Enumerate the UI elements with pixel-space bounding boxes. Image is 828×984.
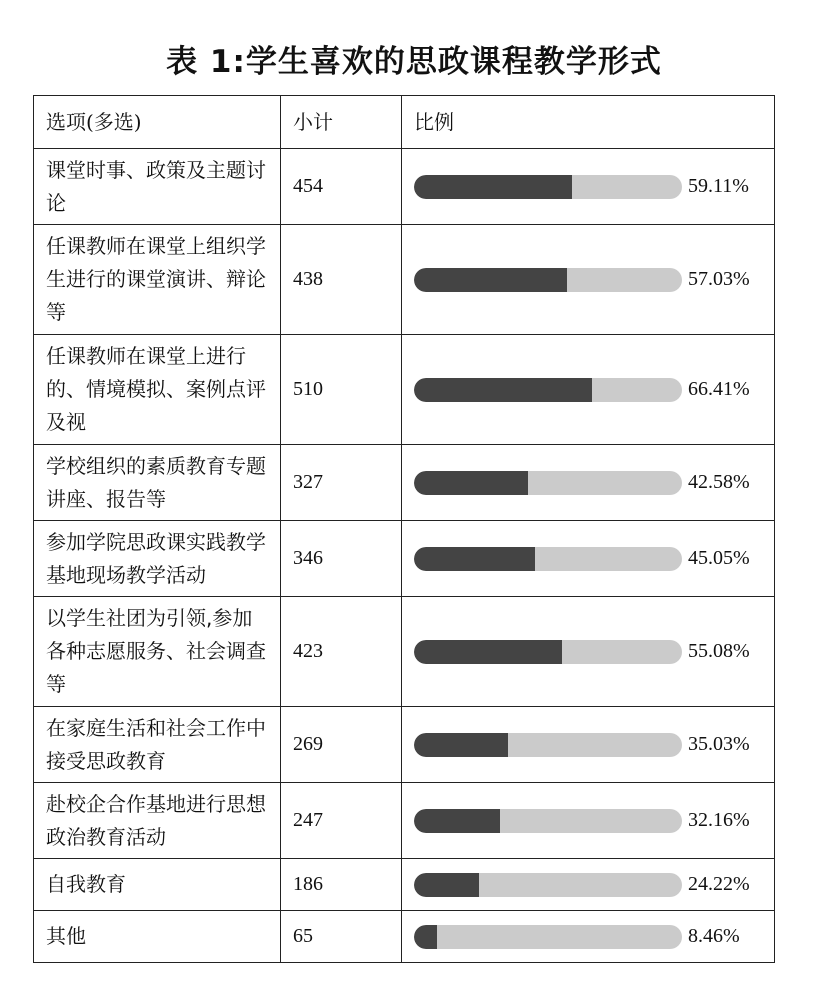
count-cell: 454 <box>281 149 402 225</box>
header-option: 选项(多选) <box>34 96 281 149</box>
count-cell: 346 <box>281 521 402 597</box>
progress-bar <box>414 873 682 897</box>
table-row <box>34 783 775 859</box>
ratio-cell <box>402 707 775 783</box>
ratio-percent: 45.05% <box>688 547 750 569</box>
option-cell: 任课教师在课堂上进行的、情境模拟、案例点评及视 <box>34 335 281 445</box>
table-row <box>34 707 775 783</box>
progress-bar <box>414 809 682 833</box>
option-cell: 自我教育 <box>34 859 281 911</box>
table-row <box>34 445 775 521</box>
ratio-percent: 59.11% <box>688 175 749 197</box>
table-row <box>34 859 775 911</box>
ratio-percent: 55.08% <box>688 640 750 662</box>
table-body <box>34 149 775 963</box>
ratio-bar-wrap <box>414 373 766 406</box>
table-row <box>34 335 775 445</box>
progress-bar-fill <box>414 175 572 199</box>
ratio-cell <box>402 445 775 521</box>
progress-bar <box>414 378 682 402</box>
ratio-cell <box>402 859 775 911</box>
ratio-percent: 42.58% <box>688 471 750 493</box>
progress-bar-fill <box>414 809 500 833</box>
ratio-cell <box>402 335 775 445</box>
count-cell: 186 <box>281 859 402 911</box>
progress-bar-fill <box>414 733 508 757</box>
count-cell: 438 <box>281 225 402 335</box>
option-cell: 学校组织的素质教育专题讲座、报告等 <box>34 445 281 521</box>
progress-bar-fill <box>414 547 535 571</box>
ratio-cell <box>402 911 775 963</box>
progress-bar-fill <box>414 640 562 664</box>
header-ratio: 比例 <box>402 96 775 149</box>
progress-bar <box>414 547 682 571</box>
ratio-bar-wrap <box>414 170 766 203</box>
progress-bar <box>414 640 682 664</box>
survey-table <box>33 95 775 963</box>
progress-bar <box>414 268 682 292</box>
table-title: 表 1:学生喜欢的思政课程教学形式 <box>166 44 662 80</box>
count-cell: 247 <box>281 783 402 859</box>
table-row <box>34 149 775 225</box>
count-cell: 269 <box>281 707 402 783</box>
table-row <box>34 521 775 597</box>
ratio-percent: 35.03% <box>688 733 750 755</box>
ratio-percent: 24.22% <box>688 873 750 895</box>
ratio-percent: 32.16% <box>688 809 750 831</box>
progress-bar <box>414 733 682 757</box>
header-count: 小计 <box>281 96 402 149</box>
ratio-percent: 57.03% <box>688 268 750 290</box>
option-cell: 其他 <box>34 911 281 963</box>
progress-bar-fill <box>414 471 528 495</box>
table-row <box>34 225 775 335</box>
count-cell: 65 <box>281 911 402 963</box>
option-cell: 以学生社团为引领,参加各种志愿服务、社会调查等 <box>34 597 281 707</box>
ratio-bar-wrap <box>414 728 766 761</box>
ratio-cell <box>402 597 775 707</box>
ratio-percent: 8.46% <box>688 925 740 947</box>
header-row <box>34 96 775 149</box>
ratio-bar-wrap <box>414 920 766 953</box>
ratio-bar-wrap <box>414 635 766 668</box>
option-cell: 参加学院思政课实践教学基地现场教学活动 <box>34 521 281 597</box>
option-cell: 课堂时事、政策及主题讨论 <box>34 149 281 225</box>
ratio-cell <box>402 225 775 335</box>
ratio-bar-wrap <box>414 804 766 837</box>
option-cell: 任课教师在课堂上组织学生进行的课堂演讲、辩论等 <box>34 225 281 335</box>
count-cell: 510 <box>281 335 402 445</box>
ratio-cell <box>402 783 775 859</box>
ratio-bar-wrap <box>414 263 766 296</box>
progress-bar-fill <box>414 873 479 897</box>
progress-bar-fill <box>414 925 437 949</box>
ratio-bar-wrap <box>414 868 766 901</box>
count-cell: 423 <box>281 597 402 707</box>
table-row <box>34 911 775 963</box>
ratio-bar-wrap <box>414 542 766 575</box>
progress-bar <box>414 471 682 495</box>
progress-bar <box>414 175 682 199</box>
table-row <box>34 597 775 707</box>
progress-bar <box>414 925 682 949</box>
ratio-bar-wrap <box>414 466 766 499</box>
ratio-percent: 66.41% <box>688 378 750 400</box>
ratio-cell <box>402 149 775 225</box>
progress-bar-fill <box>414 378 592 402</box>
option-cell: 在家庭生活和社会工作中接受思政教育 <box>34 707 281 783</box>
option-cell: 赴校企合作基地进行思想政治教育活动 <box>34 783 281 859</box>
progress-bar-fill <box>414 268 567 292</box>
ratio-cell <box>402 521 775 597</box>
count-cell: 327 <box>281 445 402 521</box>
